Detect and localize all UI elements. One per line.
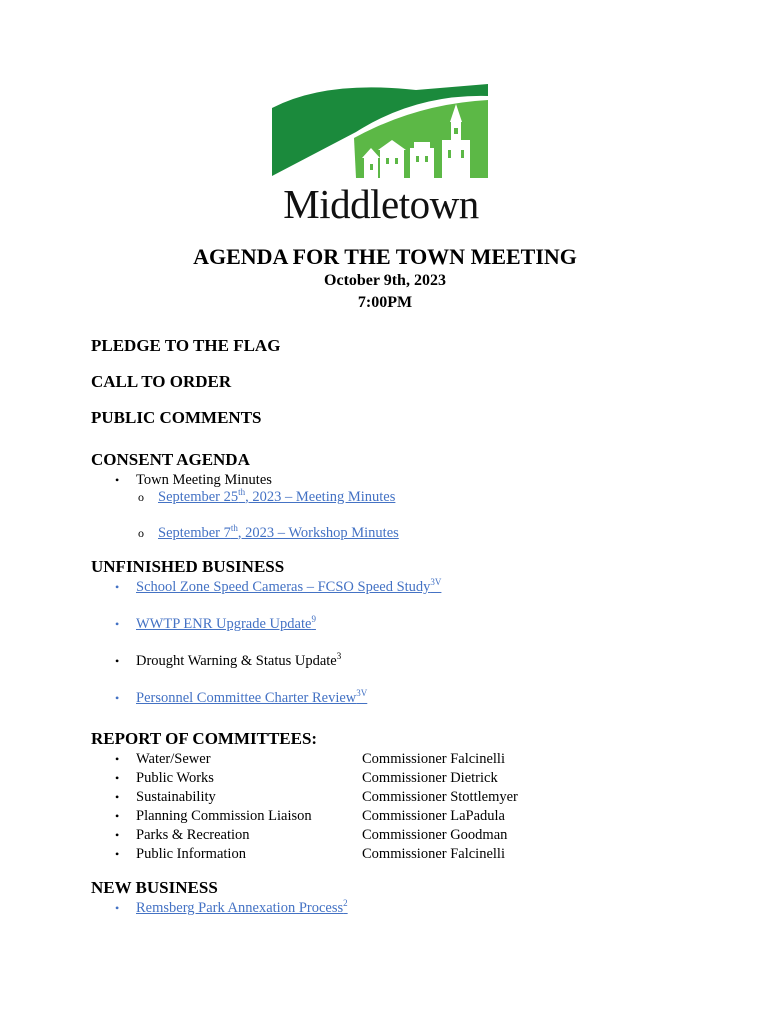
bullet-icon: • — [115, 771, 120, 785]
report-of-committees-heading: REPORT OF COMMITTEES: — [91, 729, 318, 748]
public-comments-heading: PUBLIC COMMENTS — [91, 408, 262, 427]
link-september-25-minutes[interactable]: September 25th, 2023 – Meeting Minutes — [158, 487, 396, 505]
sub-bullet-icon: o — [138, 526, 144, 540]
bullet-icon: • — [115, 473, 120, 487]
bullet-icon: • — [115, 580, 120, 594]
bullet-icon: • — [115, 790, 120, 804]
committee-name: Sustainability — [136, 789, 216, 805]
meeting-time: 7:00PM — [357, 294, 413, 311]
consent-agenda-heading: CONSENT AGENDA — [91, 450, 250, 469]
link-personnel-committee-charter[interactable]: Personnel Committee Charter Review$^{3V}$ — [136, 688, 368, 706]
middletown-logo-graphic — [266, 80, 496, 190]
committee-name: Planning Commission Liaison — [136, 808, 312, 824]
link-wwtp-enr-upgrade[interactable]: WWTP ENR Upgrade Update$^9$ — [136, 614, 316, 632]
committee-commissioner: Commissioner Dietrick — [362, 770, 498, 786]
unfinished-item-drought-warning: Drought Warning & Status Update$^3$ — [136, 651, 342, 669]
committee-commissioner: Commissioner LaPadula — [362, 808, 505, 824]
link-school-zone-speed-cameras[interactable]: School Zone Speed Cameras – FCSO Speed Study$^{3V}$ — [136, 577, 442, 595]
committee-name: Public Information — [136, 846, 246, 862]
committee-name: Water/Sewer — [136, 751, 211, 767]
bullet-icon: • — [115, 617, 120, 631]
middletown-logo — [266, 80, 496, 225]
agenda-title: AGENDA FOR THE TOWN MEETING — [193, 244, 577, 269]
bullet-icon: • — [115, 752, 120, 766]
committee-commissioner: Commissioner Falcinelli — [362, 846, 505, 862]
bullet-icon: • — [115, 809, 120, 823]
committee-commissioner: Commissioner Falcinelli — [362, 751, 505, 767]
bullet-icon: • — [115, 847, 120, 861]
committee-commissioner: Commissioner Goodman — [362, 827, 508, 843]
call-to-order-heading: CALL TO ORDER — [91, 372, 232, 391]
link-september-7-minutes[interactable]: September 7th, 2023 – Workshop Minutes — [158, 523, 399, 541]
new-business-heading: NEW BUSINESS — [91, 878, 218, 897]
link-remsberg-park-annexation[interactable]: Remsberg Park Annexation Process$^2$ — [136, 898, 348, 916]
committee-name: Parks & Recreation — [136, 827, 250, 843]
committee-commissioner: Commissioner Stottlemyer — [362, 789, 518, 805]
consent-item-town-meeting-minutes: Town Meeting Minutes — [136, 472, 272, 488]
bullet-icon: • — [115, 654, 120, 668]
committee-name: Public Works — [136, 770, 214, 786]
bullet-icon: • — [115, 901, 120, 915]
unfinished-business-heading: UNFINISHED BUSINESS — [91, 557, 285, 576]
pledge-heading: PLEDGE TO THE FLAG — [91, 336, 281, 355]
logo-wordmark: Middletown — [283, 181, 479, 227]
bullet-icon: • — [115, 691, 120, 705]
bullet-icon: • — [115, 828, 120, 842]
meeting-date: October 9th, 2023 — [324, 272, 446, 289]
sub-bullet-icon: o — [138, 490, 144, 504]
